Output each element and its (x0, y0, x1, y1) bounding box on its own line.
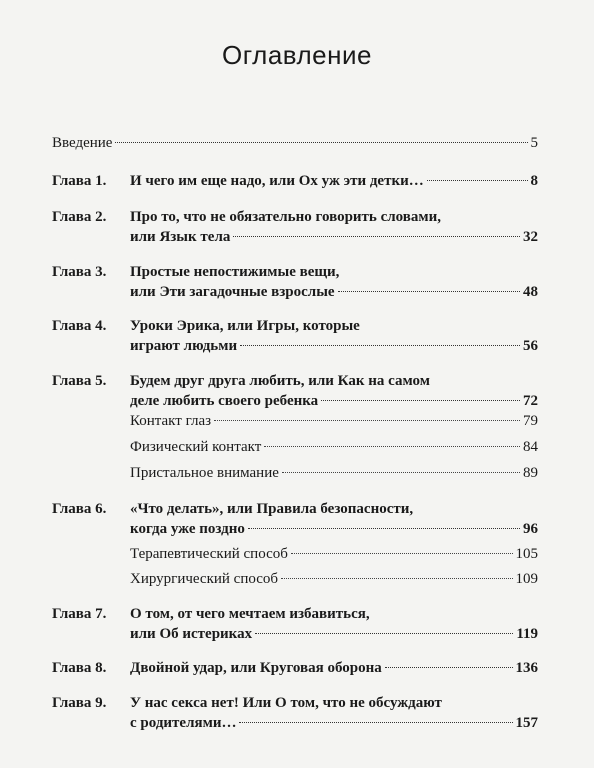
chapter-title-line-2: или Об истериках (130, 626, 253, 642)
section-page: 105 (515, 546, 538, 562)
leader-dots (264, 446, 520, 447)
chapter-title-line-1: Уроки Эрика, или Игры, которые (130, 318, 360, 334)
chapter-page: 72 (523, 393, 538, 409)
toc-section (130, 463, 538, 483)
chapter-title-line-2: играют людьми (130, 338, 238, 354)
leader-dots (282, 472, 520, 473)
chapter-page: 136 (515, 660, 538, 676)
chapter-title-line-1: У нас секса нет! Или О том, что не обсуждают (130, 695, 442, 711)
leader-dots (233, 236, 520, 237)
toc-section (130, 569, 538, 589)
section-title: Физический контакт (130, 439, 262, 455)
chapter-number: Глава 5. (52, 373, 107, 389)
chapter-page: 32 (523, 229, 538, 245)
chapter-page: 157 (515, 715, 538, 731)
section-page: 84 (523, 439, 538, 455)
chapter-number: Глава 9. (52, 695, 107, 711)
chapter-title-line-1: О том, от чего мечтаем избавиться, (130, 606, 370, 622)
chapter-page: 119 (516, 626, 538, 642)
chapter-title-line-2: когда уже поздно (130, 521, 245, 537)
leader-dots (239, 722, 512, 723)
chapter-number: Глава 1. (52, 173, 107, 189)
toc-intro (52, 133, 538, 153)
chapter-number: Глава 2. (52, 209, 107, 225)
leader-dots (255, 633, 513, 634)
leader-dots (214, 420, 520, 421)
leader-dots (248, 528, 520, 529)
leader-dots (427, 180, 528, 181)
leader-dots (281, 578, 512, 579)
page-title: Оглавление (222, 40, 372, 70)
leader-dots (115, 142, 527, 143)
chapter-number: Глава 6. (52, 501, 107, 517)
section-page: 79 (523, 413, 538, 429)
section-title: Терапевтический способ (130, 546, 288, 562)
toc-section (130, 411, 538, 431)
leader-dots (291, 553, 513, 554)
chapter-title: Двойной удар, или Круговая оборона (130, 660, 382, 676)
leader-dots (338, 291, 520, 292)
section-title: Пристальное внимание (130, 465, 279, 481)
intro-page: 5 (530, 135, 538, 151)
chapter-title-line-2: деле любить своего ребенка (130, 393, 319, 409)
chapter-number: Глава 8. (52, 660, 107, 676)
chapter-page: 48 (523, 284, 538, 300)
leader-dots (321, 400, 520, 401)
section-page: 89 (523, 465, 538, 481)
leader-dots (240, 345, 520, 346)
section-title: Хирургический способ (130, 571, 279, 587)
chapter-title-line-2: или Язык тела (130, 229, 231, 245)
leader-dots (385, 667, 513, 668)
chapter-title-line-2: с родителями… (130, 715, 237, 731)
chapter-title-line-2: или Эти загадочные взрослые (130, 284, 335, 300)
chapter-page: 96 (523, 521, 538, 537)
chapter-number: Глава 4. (52, 318, 107, 334)
chapter-title-line-1: Простые непостижимые вещи, (130, 264, 340, 280)
section-page: 109 (515, 571, 538, 587)
chapter-title-line-1: «Что делать», или Правила безопасности, (130, 501, 414, 517)
toc-section (130, 437, 538, 457)
chapter-page: 8 (530, 173, 538, 189)
chapter-number: Глава 3. (52, 264, 107, 280)
chapter-number: Глава 7. (52, 606, 107, 622)
chapter-title-line-1: Будем друг друга любить, или Как на самом (130, 373, 430, 389)
chapter-title-line-1: Про то, что не обязательно говорить словами, (130, 209, 442, 225)
toc-section (130, 544, 538, 564)
intro-label: Введение (52, 135, 113, 151)
chapter-page: 56 (523, 338, 538, 354)
section-title: Контакт глаз (130, 413, 212, 429)
chapter-title: И чего им еще надо, или Ох уж эти детки… (130, 173, 424, 189)
